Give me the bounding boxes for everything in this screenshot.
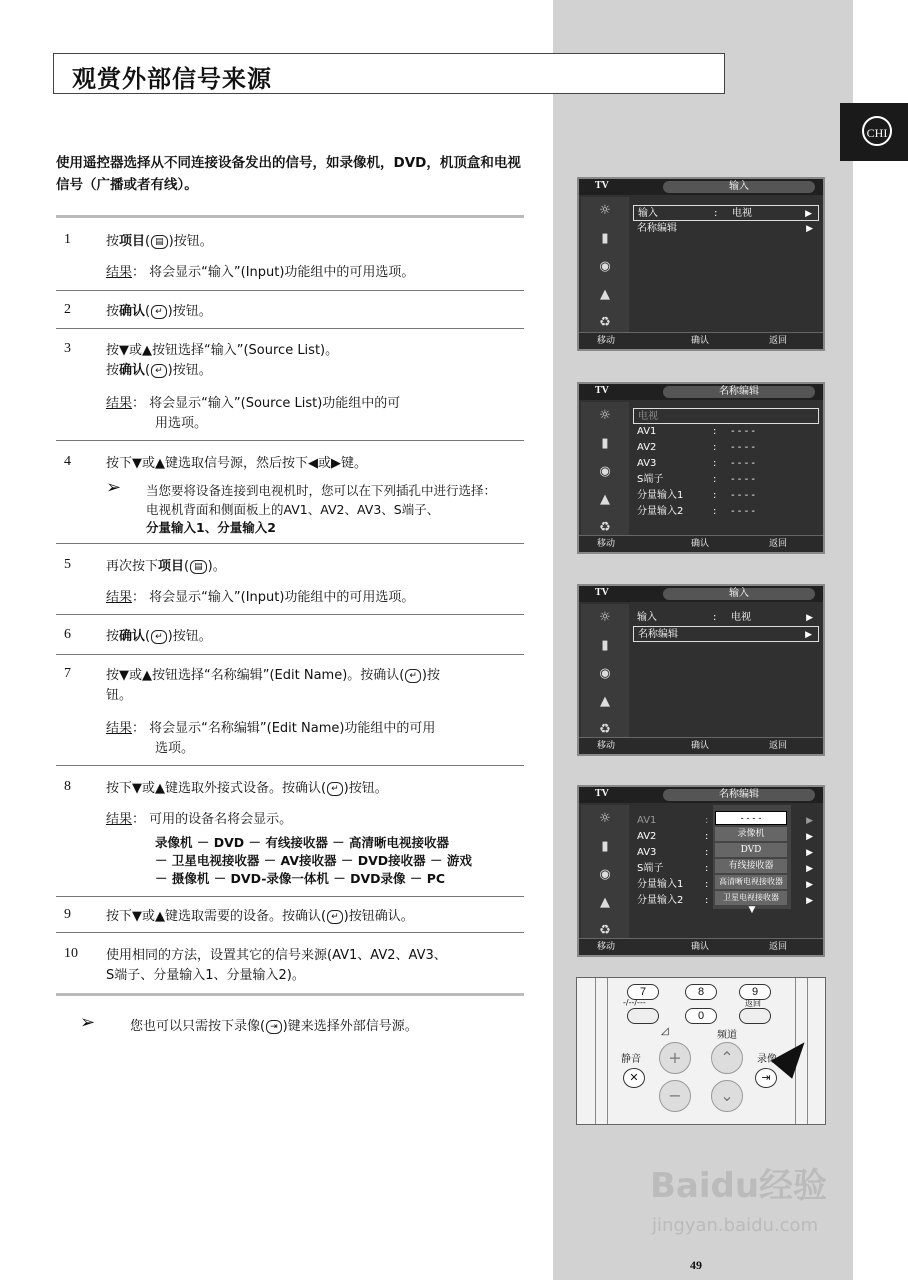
back-label: 返回 [745,999,761,1008]
setup-icon: ▲ [600,287,610,302]
divider [56,328,524,329]
source-button-icon: ⇥ [266,1020,282,1034]
step-6-text: 按确认( ↵ )按钮。 [106,629,212,644]
divider [56,614,524,615]
enter-button-icon: ↵ [151,305,167,319]
pointer-arrow-icon [771,1033,816,1079]
step-3-line2: 按确认( ↵ )按钮。 [106,363,212,378]
input-icon: ♻ [599,315,611,330]
dropdown-item[interactable]: 录像机 [715,827,787,841]
remote-control-illustration [576,977,826,1125]
step-10-line2: S端子、分量输入1、分量输入2)。 [106,968,305,983]
source-row[interactable]: AV1 : ▶ [637,815,813,826]
step-number: 3 [64,341,71,356]
dropdown-item[interactable]: 卫星电视接收器 [715,891,787,905]
setup-icon: ▲ [600,895,610,910]
divider [56,290,524,291]
step-10-line1: 使用相同的方法，设置其它的信号来源(AV1、AV2、AV3、 [106,948,447,963]
divider [56,765,524,766]
tip-text: 您也可以只需按下录像( ⇥ )键来选择外部信号源。 [130,1019,418,1034]
divider [56,896,524,897]
key-8[interactable]: 8 [685,984,717,1000]
channel-icon: ◉ [599,464,611,479]
step-number: 4 [64,454,71,469]
input-icon: ♻ [599,722,611,737]
dropdown-item[interactable]: 有线接收器 [715,859,787,873]
channel-icon: ◉ [599,259,611,274]
source-button[interactable]: ⇥ [755,1068,777,1088]
picture-icon: ☼ [599,408,611,423]
step-9-text: 按下▼或▲键选取需要的设备。按确认( ↵ )按钮确认。 [106,909,414,924]
divider [56,440,524,441]
menu-icon-column [581,197,629,332]
step-number: 7 [64,666,71,681]
step-7-line2: 钮。 [106,688,133,703]
device-dropdown[interactable] [713,805,791,915]
input-icon: ♻ [599,923,611,938]
channel-icon: ◉ [599,666,611,681]
divider [56,654,524,655]
step-1-text: 按项目( ▤ )按钮。 [106,234,213,249]
step-3-result-cont: 用选项。 [155,416,208,431]
step-3-result: 结果： 将会显示“输入”(Source List)功能组中的可 [106,396,401,411]
enter-button-icon: ↵ [151,630,167,644]
tv-menu-edit-name-2: TV 名称编辑 ☼ ▮ ◉ ▲ ♻ AV1 : ▶ AV2 : ▶ AV3 : ▶ S端子 : ▶ 分量输入1 : ▶ 分量输入2 : ▶ - - - - 录像机 DVD 有线接收器 高清晰电视接收器 卫星电视接收器 ▼ 移动 确认 返回 [577,785,825,957]
divider [56,543,524,544]
step-7-line1: 按▼或▲按钮选择“名称编辑”(Edit Name)。按确认( ↵ )按 [106,668,440,683]
picture-icon: ☼ [599,610,611,625]
menu-row-edit-name[interactable]: 名称编辑 ▶ [633,626,819,642]
step-number: 5 [64,557,71,572]
key-7[interactable]: 7 [627,984,659,1000]
enter-button-icon: ↵ [151,364,167,378]
source-row[interactable]: 电视 [633,408,819,424]
source-row[interactable]: 分量输入1 : ▶ [637,879,813,890]
source-row[interactable]: S端子 : ▶ [637,863,813,874]
menu-row-input[interactable]: 输入 : 电视 ▶ [637,612,813,623]
enter-button-icon: ↵ [327,782,343,796]
menu-footer: 移动 确认 返回 [579,332,823,349]
page-number: 49 [690,1258,702,1272]
device-list-3: － 摄像机 － DVD-录像一体机 － DVD录像 － PC [155,871,446,886]
baidu-watermark: Baidu经验 [650,1166,828,1206]
step-5-text: 再次按下项目( ▤ )。 [106,559,226,574]
record-label: 录像 [757,1054,777,1065]
step-5-result: 结果： 将会显示“输入”(Input)功能组中的可用选项。 [106,590,415,605]
menu-row-edit-name[interactable]: 名称编辑 ▶ [637,223,813,234]
step-4-note1: 当您要将设备连接到电视机时，您可以在下列插孔中进行选择： [146,483,497,498]
source-row[interactable]: AV3 : - - - - [637,458,755,469]
page-title-box [53,53,725,94]
key-back[interactable] [739,1008,771,1024]
menu-button-icon: ▤ [151,235,168,249]
source-row[interactable]: S端子 : - - - - [637,474,755,485]
volume-down-button[interactable]: − [659,1080,691,1112]
source-row[interactable]: 分量输入2 : - - - - [637,506,755,517]
mute-label: 静音 [621,1054,641,1065]
step-number: 10 [64,946,78,961]
source-row[interactable]: AV3 : ▶ [637,847,813,858]
step-number: 9 [64,907,71,922]
divider [56,932,524,933]
sound-icon: ▮ [601,231,609,246]
channel-icon: ◉ [599,867,611,882]
sound-icon: ▮ [601,839,609,854]
dash-label: -/--/--- [623,998,646,1007]
tv-menu-input-1 [577,177,825,351]
divider [56,993,524,996]
tv-menu-edit-name-1: TV 名称编辑 ☼ ▮ ◉ ▲ ♻ 电视 AV1 : - - - - AV2 : - - - - AV3 : - - - - S端子 : - - - - 分量输入1 : - - - - 分量输入2 : - - - - 移动 确认 返回 [577,382,825,554]
channel-label: 频道 [717,1030,737,1041]
scroll-down-icon[interactable]: ▼ [748,905,756,915]
source-row[interactable]: AV1 : - - - - [637,426,755,437]
source-row[interactable]: 分量输入1 : - - - - [637,490,755,501]
volume-icon: ◿ [661,1026,669,1037]
step-4-note3: 分量输入1、分量输入2 [146,520,276,535]
step-number: 8 [64,779,71,794]
language-badge: CHI [862,116,892,146]
setup-icon: ▲ [600,492,610,507]
source-row[interactable]: AV2 : ▶ [637,831,813,842]
step-4-note2: 电视机背面和侧面板上的AV1、AV2、AV3、S端子、 [146,502,440,517]
step-7-result: 结果： 将会显示“名称编辑”(Edit Name)功能组中的可用 [106,721,436,736]
step-4-line1: 按下▼或▲键选取信号源，然后按下◀或▶键。 [106,456,367,471]
sound-icon: ▮ [601,436,609,451]
step-1-result: 结果： 将会显示“输入”(Input)功能组中的可用选项。 [106,265,415,280]
tip-arrow-icon: ➢ [80,1012,96,1033]
dropdown-item[interactable]: - - - - [715,811,787,825]
menu-title: 输入 [663,181,815,193]
mute-icon[interactable]: ✕ [623,1068,645,1088]
dropdown-item[interactable]: 高清晰电视接收器 [715,875,787,889]
baidu-watermark-url: jingyan.baidu.com [652,1215,819,1236]
device-list-1: 录像机 － DVD － 有线接收器 － 高清晰电视接收器 [155,835,450,850]
sound-icon: ▮ [601,638,609,653]
note-arrow-icon: ➢ [106,477,122,498]
key-dash[interactable] [627,1008,659,1024]
source-row[interactable]: 分量输入2 : ▶ [637,895,813,906]
menu-button-icon: ▤ [190,560,207,574]
key-0[interactable]: 0 [685,1008,717,1024]
step-3-line1: 按▼或▲按钮选择“输入”(Source List)。 [106,343,339,358]
enter-button-icon: ↵ [405,669,421,683]
tv-label: TV [595,180,609,191]
dropdown-item[interactable]: DVD [715,843,787,857]
step-8-line1: 按下▼或▲键选取外接式设备。按确认( ↵ )按钮。 [106,781,388,796]
key-9[interactable]: 9 [739,984,771,1000]
picture-icon: ☼ [599,203,611,218]
menu-row-input[interactable]: 输入 : 电视 ▶ [633,205,819,221]
intro-text: 使用遥控器选择从不同连接设备发出的信号，如录像机，DVD，机顶盒和电视信号（广播或者有线）。 [56,155,521,193]
device-list-2: － 卫星电视接收器 － AV接收器 － DVD接收器 － 游戏 [155,853,472,868]
source-row[interactable]: AV2 : - - - - [637,442,755,453]
enter-button-icon: ↵ [327,910,343,924]
step-number: 1 [64,232,71,247]
step-number: 2 [64,302,71,317]
step-2-text: 按确认( ↵ )按钮。 [106,304,212,319]
step-number: 6 [64,627,71,642]
setup-icon: ▲ [600,694,610,709]
channel-down-button[interactable]: ⌄ [711,1080,743,1112]
input-icon: ♻ [599,520,611,535]
picture-icon: ☼ [599,811,611,826]
volume-up-button[interactable]: + [659,1042,691,1074]
page-title: 观赏外部信号来源 [72,65,272,93]
channel-up-button[interactable]: ⌃ [711,1042,743,1074]
tv-menu-input-2: TV 输入 ☼ ▮ ◉ ▲ ♻ 输入 : 电视 ▶ 名称编辑 ▶ 移动 确认 返回 [577,584,825,756]
step-8-result: 结果： 可用的设备名将会显示。 [106,812,293,827]
divider [56,215,524,218]
step-7-result-cont: 选项。 [155,741,195,756]
